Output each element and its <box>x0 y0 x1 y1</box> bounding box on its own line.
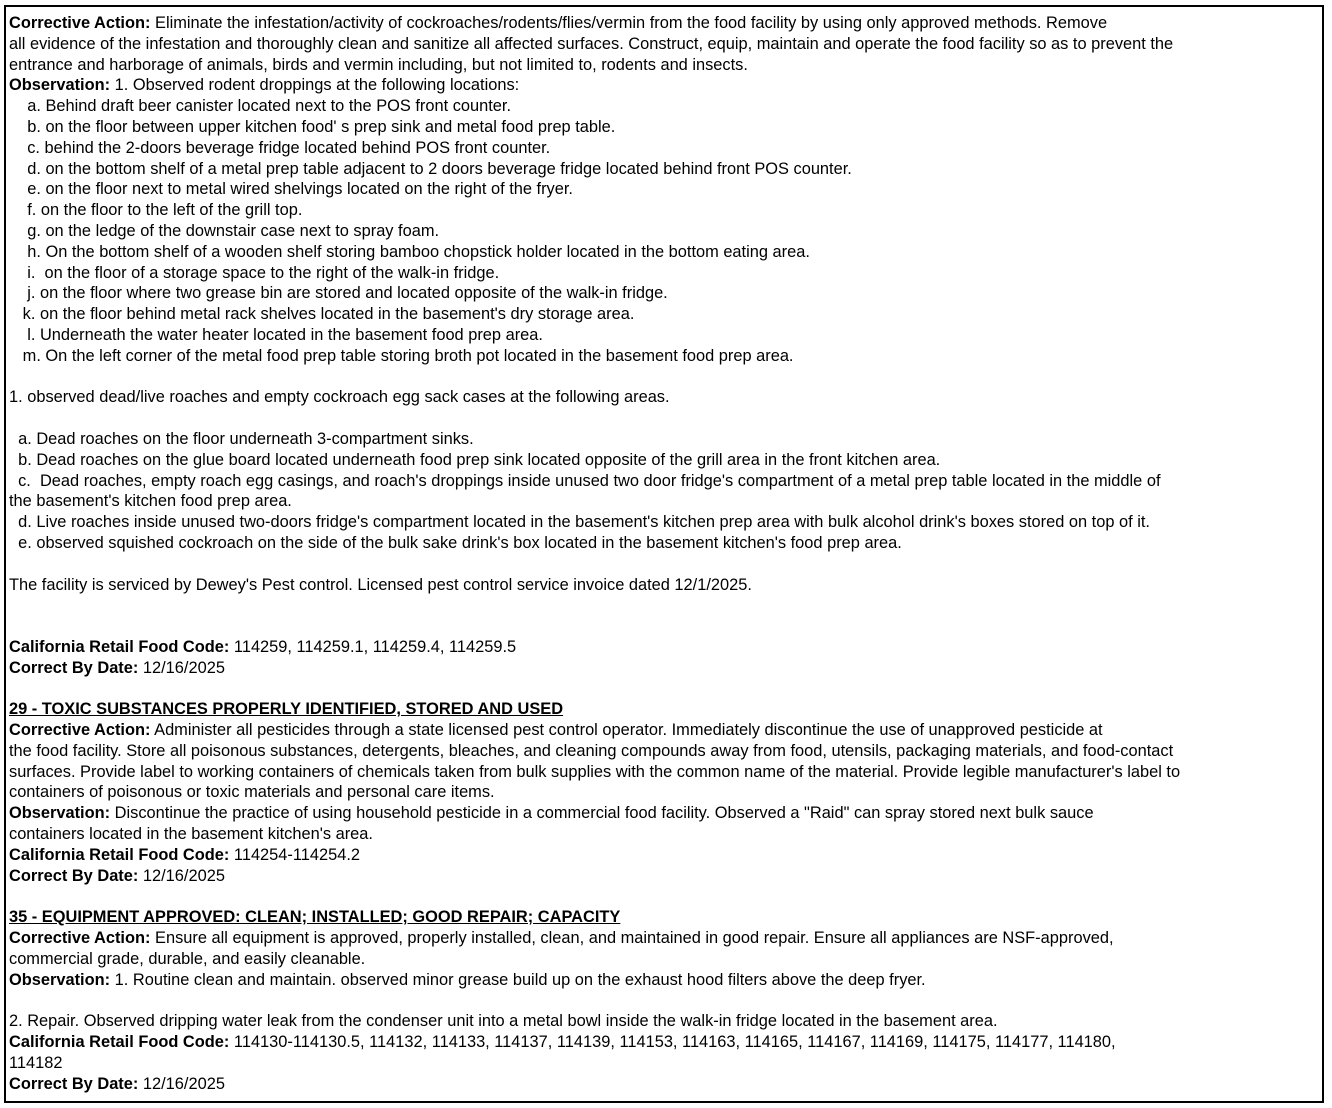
correct-by-line <box>9 1074 1319 1095</box>
correct-by-line <box>9 866 1319 887</box>
correct-by-line <box>9 658 1319 679</box>
corrective-action-line <box>9 13 1319 34</box>
observation-label: Observation: <box>9 970 111 989</box>
rodent-item: i. on the floor of a storage space to the right of the walk-in fridge. <box>9 263 500 282</box>
food-code-line <box>9 1032 1319 1053</box>
corrective-action-text: all evidence of the infestation and thoroughly clean and sanitize all affected surfaces. Construct, equip, maintain and operate the food facility so as to prevent the <box>9 34 1174 53</box>
corrective-action-label: Corrective Action: <box>9 929 151 948</box>
rodent-item: l. Underneath the water heater located in the basement food prep area. <box>9 325 543 344</box>
corrective-action-text: surfaces. Provide label to working containers of chemicals taken from bulk supplies with the common name of the material. Provide legible manufacturer's label to <box>9 762 1181 781</box>
correct-by-value: 12/16/2025 <box>138 866 225 885</box>
observation-text: 1. Observed rodent droppings at the following locations: <box>110 76 520 95</box>
food-code-label: California Retail Food Code: <box>9 1033 230 1052</box>
corrective-action-text: Eliminate the infestation/activity of cockroaches/rodents/flies/vermin from the food facility by using only approved methods. Remove <box>150 14 1108 32</box>
corrective-action-text: Administer all pesticides through a state licensed pest control operator. Immediately discontinue the use of unapproved pesticide at <box>150 721 1103 740</box>
observation-label: Observation: <box>9 804 111 823</box>
roach-intro: 1. observed dead/live roaches and empty cockroach egg sack cases at the following areas. <box>9 388 670 407</box>
corrective-action-label: Corrective Action: <box>9 721 151 740</box>
observation-text: 1. Routine clean and maintain. observed minor grease build up on the exhaust hood filters above the deep fryer. <box>110 970 926 989</box>
spacer <box>9 990 1319 1011</box>
corrective-action-text: the food facility. Store all poisonous substances, detergents, bleaches, and cleaning compounds away from food, utensils, packaging materials, and food-contact <box>9 741 1174 760</box>
spacer <box>9 408 1319 429</box>
spacer <box>9 367 1319 388</box>
rodent-item: j. on the floor where two grease bin are stored and located opposite of the walk-in fridge. <box>9 284 668 303</box>
observation-label: Observation: <box>9 76 111 95</box>
observation-line <box>9 803 1319 824</box>
service-note: The facility is serviced by Dewey's Pest control. Licensed pest control service invoice dated 12/1/2025. <box>9 575 752 594</box>
roach-item: d. Live roaches inside unused two-doors fridge's compartment located in the basement's kitchen prep area with bulk alcohol drink's boxes stored on top of it. <box>9 513 1150 532</box>
rodent-item: a. Behind draft beer canister located next to the POS front counter. <box>9 97 512 116</box>
rodent-item: c. behind the 2-doors beverage fridge located behind POS front counter. <box>9 138 551 157</box>
observation-line <box>9 75 1319 96</box>
report-content <box>9 13 1319 1094</box>
corrective-action-text: containers of poisonous or toxic materials and personal care items. <box>9 783 495 802</box>
rodent-item: f. on the floor to the left of the grill top. <box>9 201 303 220</box>
corrective-action-line <box>9 928 1319 949</box>
food-code-value: 114182 <box>9 1053 63 1072</box>
observation-text: Discontinue the practice of using household pesticide in a commercial food facility. Observed a "Raid" can spray stored next bulk sauce <box>110 804 1094 823</box>
report-frame <box>4 5 1324 1103</box>
correct-by-label: Correct By Date: <box>9 658 139 677</box>
rodent-item: h. On the bottom shelf of a wooden shelf storing bamboo chopstick holder located in the bottom eating area. <box>9 242 810 261</box>
food-code-line <box>9 637 1319 658</box>
rodent-item: b. on the floor between upper kitchen food' s prep sink and metal food prep table. <box>9 117 616 136</box>
spacer <box>9 679 1319 700</box>
rodent-item: k. on the floor behind metal rack shelves located in the basement's dry storage area. <box>9 305 635 324</box>
roach-item: b. Dead roaches on the glue board located underneath food prep sink located opposite of the grill area in the front kitchen area. <box>9 450 941 469</box>
corrective-action-label: Corrective Action: <box>9 14 151 32</box>
corrective-action-text: commercial grade, durable, and easily cleanable. <box>9 949 366 968</box>
spacer <box>9 886 1319 907</box>
rodent-item: e. on the floor next to metal wired shelvings located on the right of the fryer. <box>9 180 573 199</box>
spacer <box>9 554 1319 575</box>
roach-item: c. Dead roaches, empty roach egg casings, and roach's droppings inside unused two door fridge's compartment of a metal prep table located in the middle of <box>9 471 1161 490</box>
roach-item: the basement's kitchen food prep area. <box>9 492 292 511</box>
corrective-action-line <box>9 720 1319 741</box>
spacer <box>9 595 1319 616</box>
spacer <box>9 616 1319 637</box>
rodent-item: g. on the ledge of the downstair case next to spray foam. <box>9 221 440 240</box>
roach-item: e. observed squished cockroach on the side of the bulk sake drink's box located in the basement kitchen's food prep area. <box>9 533 902 552</box>
observation-text: containers located in the basement kitchen's area. <box>9 825 373 844</box>
correct-by-value: 12/16/2025 <box>138 658 225 677</box>
roach-item: a. Dead roaches on the floor underneath 3-compartment sinks. <box>9 429 474 448</box>
food-code-line <box>9 845 1319 866</box>
rodent-item: m. On the left corner of the metal food prep table storing broth pot located in the basement food prep area. <box>9 346 794 365</box>
food-code-value: 114254-114254.2 <box>229 845 361 864</box>
corrective-action-text: entrance and harborage of animals, birds and vermin including, but not limited to, rodents and insects. <box>9 55 748 74</box>
food-code-label: California Retail Food Code: <box>9 845 230 864</box>
section-heading-29: 29 - TOXIC SUBSTANCES PROPERLY IDENTIFIED, STORED AND USED <box>9 700 564 719</box>
rodent-item: d. on the bottom shelf of a metal prep table adjacent to 2 doors beverage fridge located behind front POS counter. <box>9 159 852 178</box>
corrective-action-text: Ensure all equipment is approved, properly installed, clean, and maintained in good repair. Ensure all appliances are NSF-approved, <box>150 929 1114 948</box>
food-code-label: California Retail Food Code: <box>9 637 230 656</box>
section-heading-35: 35 - EQUIPMENT APPROVED: CLEAN; INSTALLED; GOOD REPAIR; CAPACITY <box>9 908 621 927</box>
food-code-value: 114130-114130.5, 114132, 114133, 114137, 114139, 114153, 114163, 114165, 114167, 114169, 114175, 114177, 114180, <box>229 1033 1116 1052</box>
correct-by-value: 12/16/2025 <box>138 1074 225 1093</box>
observation-line <box>9 970 1319 991</box>
correct-by-label: Correct By Date: <box>9 866 139 885</box>
food-code-value: 114259, 114259.1, 114259.4, 114259.5 <box>229 637 517 656</box>
correct-by-label: Correct By Date: <box>9 1074 139 1093</box>
repair-note: 2. Repair. Observed dripping water leak from the condenser unit into a metal bowl inside the walk-in fridge located in the basement area. <box>9 1012 998 1031</box>
